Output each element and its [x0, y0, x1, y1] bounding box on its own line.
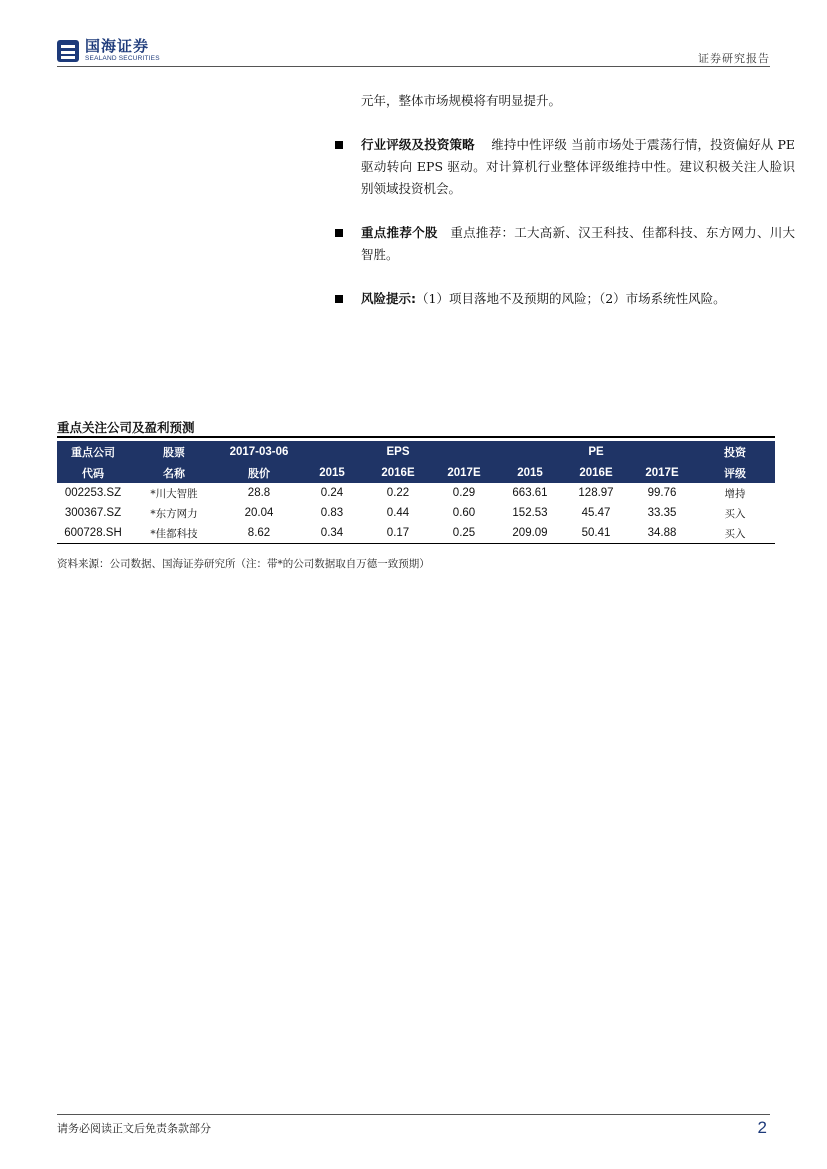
report-type-label: 证券研究报告	[698, 52, 770, 65]
header-cell: 2016E	[563, 462, 629, 483]
header-cell: 名称	[129, 462, 219, 483]
eps-2017e: 0.25	[431, 523, 497, 544]
header-divider	[57, 66, 770, 67]
header-cell: 2017-03-06	[219, 441, 299, 462]
table-row	[57, 483, 775, 503]
recommended-stocks-title: 重点推荐个股	[361, 225, 438, 240]
rating-strategy-text: 维持中性评级 当前市场处于震荡行情，投资偏好从 PE 驱动转向 EPS 驱动。对计算机行业整体评级维持中性。建议积极关注人脸识别领域投资机会。	[361, 137, 795, 196]
pe-2016e: 128.97	[578, 487, 614, 499]
header-cell	[431, 441, 497, 462]
header-cell: PE	[563, 441, 629, 462]
rating-strategy-title: 行业评级及投资策略	[361, 137, 475, 152]
paragraph-risk-warning	[335, 288, 795, 310]
header-cell: 代码	[57, 462, 129, 483]
stock-name: *川大智胜	[150, 487, 198, 500]
eps-2016e: 0.44	[386, 507, 410, 519]
eps-2017e: 0.60	[452, 507, 476, 519]
pe-2015: 209.09	[497, 523, 563, 544]
header-cell	[629, 441, 695, 462]
pe-2016e: 45.47	[581, 507, 611, 519]
risk-warning-text: （1）项目落地不及预期的风险；（2）市场系统性风险。	[416, 291, 726, 306]
logo-en-text: SEALAND SECURITIES	[85, 55, 160, 63]
bullet-square-icon	[335, 141, 343, 149]
header-cell: 2015	[497, 462, 563, 483]
header-cell	[497, 441, 563, 462]
pe-2017e: 34.88	[629, 523, 695, 544]
table-row	[57, 503, 775, 523]
stock-price: 8.62	[219, 523, 299, 544]
investment-rating: 买入	[695, 523, 775, 544]
header-cell: EPS	[365, 441, 431, 462]
recommended-stocks-text: 重点推荐：工大高新、汉王科技、佳都科技、东方网力、川大智胜。	[361, 225, 795, 262]
table-title: 重点关注公司及盈利预测	[57, 420, 195, 435]
header-cell	[299, 441, 365, 462]
header-cell: 投资	[695, 441, 775, 462]
stock-name: *佳都科技	[129, 523, 219, 544]
table-header-row	[57, 462, 775, 483]
stock-name: *东方网力	[150, 507, 198, 520]
brand-logo	[57, 38, 160, 64]
header-cell: 2017E	[629, 462, 695, 483]
header-cell: 评级	[695, 462, 775, 483]
header-cell: 2015	[299, 462, 365, 483]
footer-divider	[57, 1114, 770, 1115]
sealand-logo-icon	[57, 40, 79, 62]
header-cell: 股价	[219, 462, 299, 483]
eps-2017e: 0.29	[452, 487, 476, 499]
bullet-square-icon	[335, 229, 343, 237]
stock-code: 300367.SZ	[64, 507, 122, 519]
paragraph-continuation: 元年，整体市场规模将有明显提升。	[361, 93, 562, 108]
pe-2016e: 50.41	[563, 523, 629, 544]
bullet-square-icon	[335, 295, 343, 303]
eps-2016e: 0.17	[365, 523, 431, 544]
disclaimer-note: 请务必阅读正文后免责条款部分	[57, 1122, 211, 1135]
table-row	[57, 523, 775, 544]
pe-2017e: 33.35	[647, 507, 677, 519]
pe-2017e: 99.76	[647, 487, 677, 499]
stock-price: 28.8	[247, 487, 271, 499]
forecast-table	[57, 441, 775, 544]
stock-code: 002253.SZ	[64, 487, 122, 499]
logo-cn-text: 国海证券	[85, 37, 150, 56]
header-cell: 2017E	[431, 462, 497, 483]
paragraph-recommended-stocks	[335, 222, 795, 266]
header-cell: 股票	[129, 441, 219, 462]
eps-2015: 0.34	[299, 523, 365, 544]
eps-2015: 0.83	[320, 507, 344, 519]
table-header-row	[57, 441, 775, 462]
stock-code: 600728.SH	[57, 523, 129, 544]
pe-2015: 663.61	[512, 487, 548, 499]
pe-2015: 152.53	[512, 507, 548, 519]
page-number: 2	[757, 1118, 767, 1137]
eps-2015: 0.24	[320, 487, 344, 499]
header-cell: 重点公司	[57, 441, 129, 462]
header-cell: 2016E	[365, 462, 431, 483]
paragraph-rating-strategy	[335, 134, 795, 200]
investment-rating: 买入	[724, 507, 746, 520]
eps-2016e: 0.22	[386, 487, 410, 499]
table-title-divider	[57, 436, 775, 438]
table-source-note: 资料来源：公司数据、国海证券研究所（注：带*的公司数据取自万德一致预期）	[57, 558, 430, 570]
risk-warning-title: 风险提示:	[361, 291, 416, 306]
stock-price: 20.04	[244, 507, 274, 519]
investment-rating: 增持	[724, 487, 746, 500]
